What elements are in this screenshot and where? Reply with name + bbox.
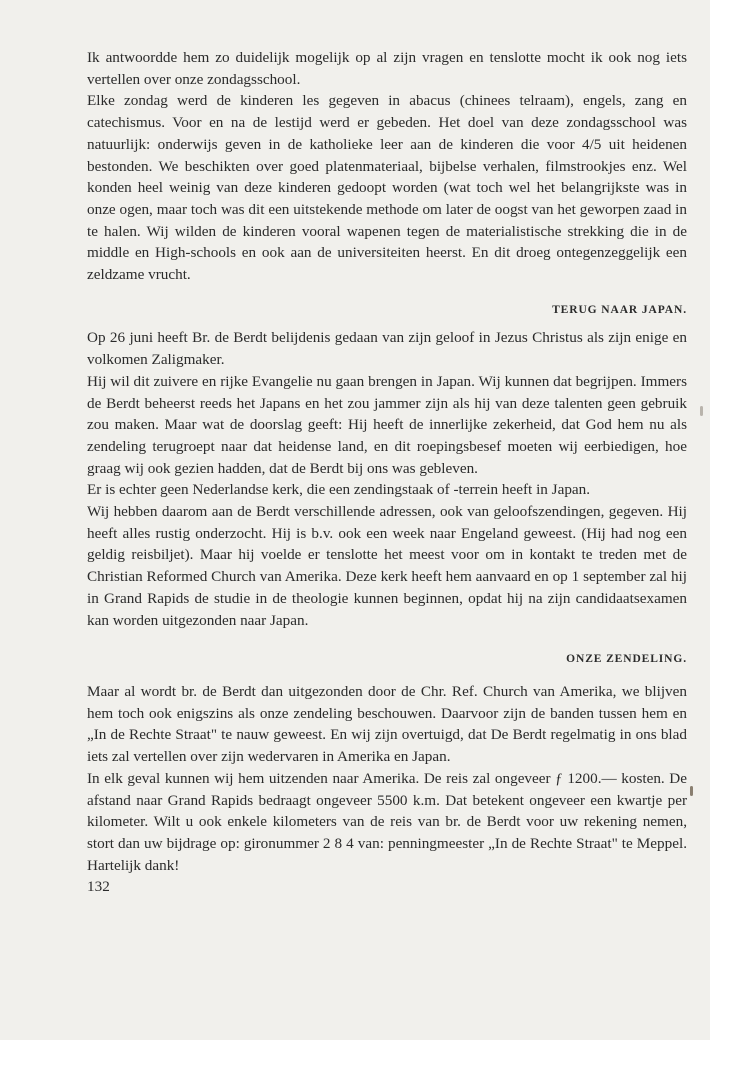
margin-mark (690, 786, 693, 796)
intro-paragraph-2: Elke zondag werd de kinderen les gegeven in abacus (chinees telraam), engels, zang en catechismus. Voor en na de lestijd werd er gebeden. Het doel van deze zondagsschool was natuurlijk: onderwijs geven in de katholieke leer aan de kinderen die voor 4/5 uit heidenen bestonden. We beschikten over goed platenmateriaal, bijbelse verhalen, filmstrookjes enz. Wel konden heel weinig van deze kinderen gedoopt worden (wat toch wel het belangrijkste was in onze ogen, maar toch was dit een uitstekende methode om later de oogst van het geworpen zaad in te halen. Wij wilden de kinderen vooral wapenen tegen de materialistische strekking die in de middle en High-schools en ook aan de universiteiten heerst. En dit droeg ontegenzeggelijk een zeldzame vrucht. (87, 92, 687, 284)
section2-paragraph-2: In elk geval kunnen wij hem uitzenden naar Amerika. De reis zal ongeveer ƒ 1200.— kosten. De afstand naar Grand Rapids bedraagt ongeveer 5500 k.m. Dat betekent ongeveer een kwartje per kilometer. Wilt u ook enkele kilometers van de reis van br. de Berdt voor uw rekening nemen, stort dan uw bijdrage op: gironummer 2 8 4 van: penningmeester „In de Rechte Straat" te Meppel. Hartelijk dank! (87, 769, 687, 874)
margin-mark (700, 406, 703, 416)
section1-paragraph-3: Er is echter geen Nederlandse kerk, die een zendingstaak of -terrein heeft in Japan. (87, 481, 591, 499)
section1-paragraph-1: Op 26 juni heeft Br. de Berdt belijdenis gedaan van zijn geloof in Jezus Christus als zijn enige en volkomen Zaligmaker. (87, 329, 687, 369)
section1-paragraph-2: Hij wil dit zuivere en rijke Evangelie nu gaan brengen in Japan. Wij kunnen dat begrijpen. Immers de Berdt beheerst reeds het Japans en het zou jammer zijn als hij van deze talenten geen gebruik zou maken. Maar wat de doorslag geeft: Hij heeft de innerlijke zekerheid, dat God hem nu als zendeling terugroept naar dat heidense land, en dit roepingsbesef moeten wij eerbiedigen, hoe graag wij ook gezien hadden, dat de Berdt bij ons was gebleven. (87, 372, 687, 477)
intro-paragraph-1: Ik antwoordde hem zo duidelijk mogelijk op al zijn vragen en tenslotte mocht ik ook nog iets vertellen over onze zondagsschool. (87, 49, 687, 88)
page-text (87, 47, 687, 898)
section1-paragraph-4: Wij hebben daarom aan de Berdt verschillende adressen, ook van geloofszendingen, gegeven. Hij heeft alles rustig onderzocht. Hij is b.v. ook een week naar Engeland geweest. (Hij had nog een geldig reisbiljet). Maar hij voelde er tenslotte het meest voor om in kontakt te treden met de Christian Reformed Church van Amerika. Deze kerk heeft hem aanvaard en op 1 september zal hij in Grand Rapids de studie in de theologie kunnen beginnen, opdat hij na zijn candidaatsexamen kan worden uitgezonden naar Japan. (87, 503, 687, 629)
page-number: 132 (87, 878, 110, 896)
section-heading-onze-zendeling: ONZE ZENDELING. (566, 653, 687, 666)
section2-paragraph-1: Maar al wordt br. de Berdt dan uitgezonden door de Chr. Ref. Church van Amerika, we blijven hem toch ook enigszins als onze zendeling beschouwen. Daarvoor zijn de banden tussen hem en „In de Rechte Straat" te nauw geweest. En wij zijn overtuigd, dat De Berdt regelmatig in ons blad iets zal vertellen over zijn wedervaren in Amerika en Japan. (87, 682, 687, 766)
section-heading-terug-naar-japan: TERUG NAAR JAPAN. (552, 303, 687, 316)
